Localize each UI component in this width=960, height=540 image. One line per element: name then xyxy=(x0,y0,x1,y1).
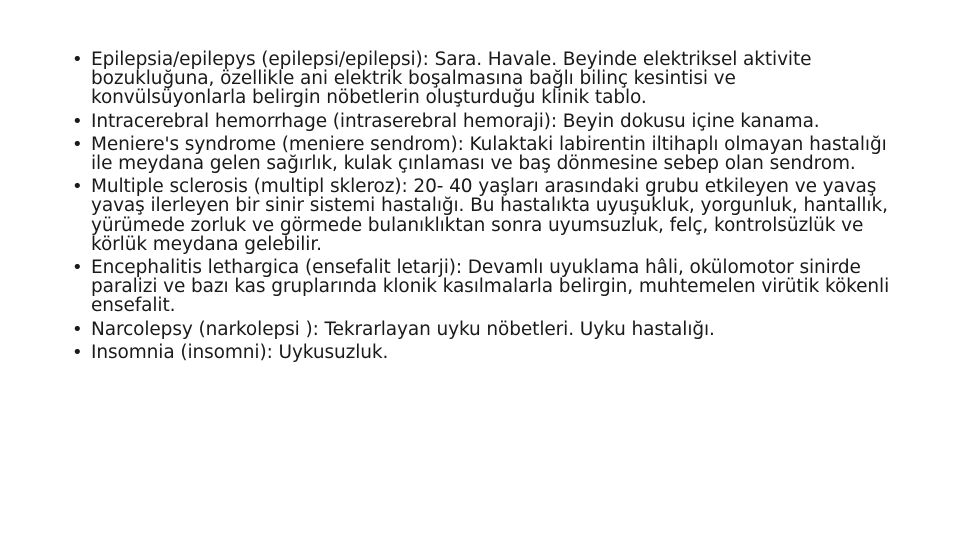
bullet-icon: • xyxy=(72,133,83,155)
bullet-icon: • xyxy=(72,341,83,363)
list-item-text: Epilepsia/epilepys (epilepsi/epilepsi): Sara. Havale. Beyinde elektriksel aktivite bozukluğuna, özellikle ani elektrik boşalmasına bağlı bilinç kesintisi ve konvülsüyonlarla belirgin nöbetlerin oluşturduğu klinik tablo. xyxy=(91,49,812,109)
list-item-epilepsia xyxy=(72,50,892,108)
list-item-text: Narcolepsy (narkolepsi ): Tekrarlayan uyku nöbetleri. Uyku hastalığı. xyxy=(91,318,715,340)
list-item-text: Encephalitis lethargica (ensefalit letarji): Devamlı uyuklama hâli, okülomotor sinirde paralizi ve bazı kas gruplarında klonik kasılmalarla belirgin, muhtemelen virütik kökenli ensefalit. xyxy=(91,257,890,317)
list-item-insomnia xyxy=(72,343,892,362)
list-item-intracerebral-hemorrhage xyxy=(72,112,892,131)
bullet-icon: • xyxy=(72,257,83,279)
list-item-text: Intracerebral hemorrhage (intraserebral hemoraji): Beyin dokusu içine kanama. xyxy=(91,110,820,132)
list-item-encephalitis-lethargica xyxy=(72,258,892,316)
bullet-list xyxy=(72,50,892,366)
bullet-icon: • xyxy=(72,318,83,340)
list-item-text: Meniere's syndrome (meniere sendrom): Kulaktaki labirentin iltihaplı olmayan hastalığı ile meydana gelen sağırlık, kulak çınlaması ve baş dönmesine sebep olan sendrom. xyxy=(91,133,887,175)
bullet-icon: • xyxy=(72,110,83,132)
list-item-multiple-sclerosis xyxy=(72,177,892,254)
list-item-menieres-syndrome xyxy=(72,135,892,173)
list-item-narcolepsy xyxy=(72,320,892,339)
bullet-icon: • xyxy=(72,49,83,70)
list-item-text: Multiple sclerosis (multipl skleroz): 20- 40 yaşları arasındaki grubu etkileyen ve yavaş yavaş ilerleyen bir sinir sistemi hastalığı. Bu hastalıkta uyuşukluk, yorgunluk, hantallık, yürümede zorluk ve görmede bulanıklıktan sonra uyumsuzluk, felç, kontrolsüzlük ve körlük meydana gelebilir. xyxy=(91,176,888,255)
bullet-icon: • xyxy=(72,176,83,198)
list-item-text: Insomnia (insomni): Uykusuzluk. xyxy=(91,341,389,363)
